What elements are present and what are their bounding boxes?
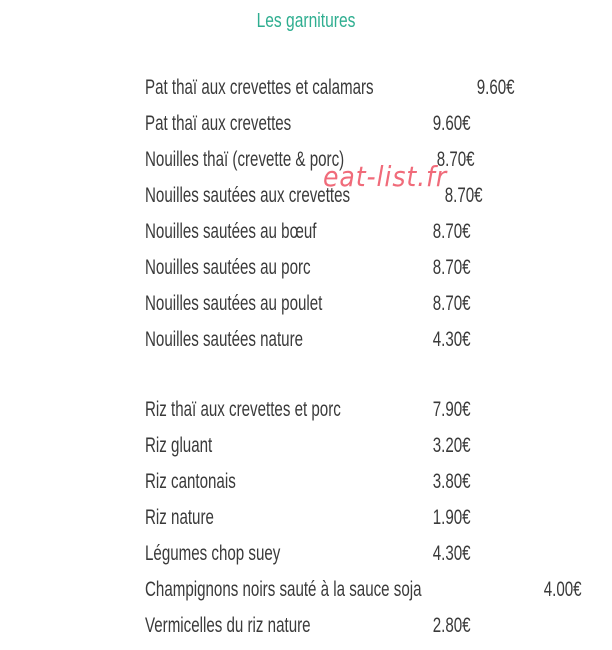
item-price: 2.80€ <box>433 614 471 637</box>
menu-item <box>145 286 471 322</box>
item-name: Nouilles sautées au porc <box>145 256 311 279</box>
item-name: Riz nature <box>145 506 214 529</box>
item-name: Riz gluant <box>145 434 213 457</box>
menu-item <box>145 70 516 106</box>
item-price: 3.20€ <box>433 434 471 457</box>
menu-item <box>145 536 471 572</box>
menu-item <box>145 500 471 536</box>
menu-list-rice-sides <box>145 392 582 644</box>
menu-item <box>145 392 471 428</box>
page-title: Les garnitures <box>256 10 356 32</box>
item-price: 4.00€ <box>543 578 582 601</box>
item-name: Pat thaï aux crevettes et calamars <box>145 76 374 99</box>
watermark: eat-list.fr <box>323 160 448 193</box>
item-name: Nouilles thaï (crevette & porc) <box>145 148 345 171</box>
item-name: Légumes chop suey <box>145 542 281 565</box>
item-price: 7.90€ <box>433 398 471 421</box>
menu-item <box>145 464 471 500</box>
item-name: Nouilles sautées au poulet <box>145 292 323 315</box>
item-name: Nouilles sautées nature <box>145 328 304 351</box>
menu-item <box>145 608 471 644</box>
item-price: 8.70€ <box>444 184 483 207</box>
item-price: 3.80€ <box>433 470 471 493</box>
menu-item <box>145 322 471 358</box>
item-name: Nouilles sautées aux crevettes <box>145 184 351 207</box>
menu-item <box>145 428 471 464</box>
menu-item <box>145 214 471 250</box>
menu-item <box>145 250 471 286</box>
item-price: 8.70€ <box>433 256 471 279</box>
item-name: Riz thaï aux crevettes et porc <box>145 398 341 421</box>
menu-item <box>145 106 471 142</box>
item-name: Riz cantonais <box>145 470 236 493</box>
item-price: 4.30€ <box>433 542 471 565</box>
item-name: Vermicelles du riz nature <box>145 614 311 637</box>
menu-list-noodles <box>145 70 516 358</box>
item-price: 9.60€ <box>433 112 471 135</box>
item-price: 8.70€ <box>433 220 471 243</box>
item-price: 9.60€ <box>477 76 516 99</box>
item-name: Nouilles sautées au bœuf <box>145 220 317 243</box>
item-price: 1.90€ <box>433 506 471 529</box>
item-price: 4.30€ <box>433 328 471 351</box>
item-price: 8.70€ <box>433 292 471 315</box>
item-name: Pat thaï aux crevettes <box>145 112 292 135</box>
menu-item <box>145 572 582 608</box>
item-name: Champignons noirs sauté à la sauce soja <box>145 578 422 601</box>
item-price: 8.70€ <box>436 148 475 171</box>
